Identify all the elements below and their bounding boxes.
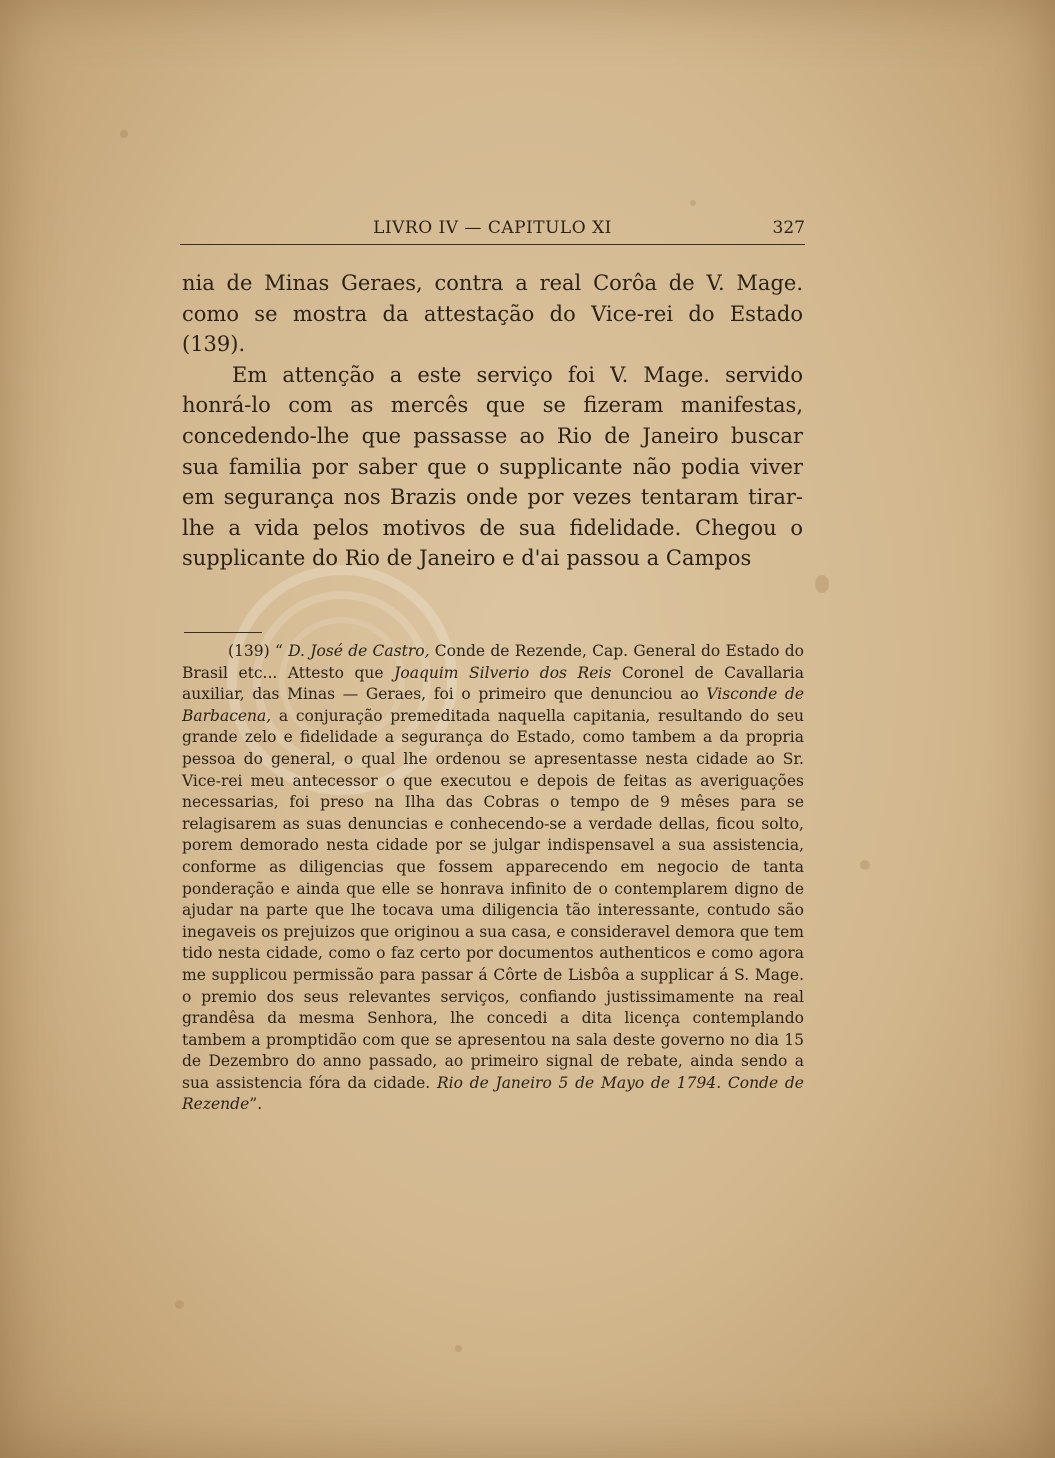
footnote-open-quote: “: [274, 642, 283, 660]
running-head: [180, 214, 805, 245]
footnote-number: (139): [228, 642, 270, 660]
footnote-close-quote: ”.: [249, 1095, 263, 1114]
footnote: [182, 641, 804, 1116]
paper-stain: [815, 575, 829, 593]
paragraph: nia de Minas Geraes, contra a real Corôa de V. Mage. como se mostra da attestação do Vice-rei do Estado (139).: [182, 271, 803, 357]
footnote-text: a conjuração premeditada naquella capitania, resultando do seu grande zelo e fidelidade a segurança do Estado, como tambem a da propria pessoa do general, o qual lhe ordenou se apresentasse nesta cidade ao Sr. Vice-rei meu antecessor o que executou e depois de feitas as averiguações necessarias, foi preso na Ilha das Cobras o tempo de 9 mêses para se relagisarem as suas denuncias e conhecendo-se a verdade dellas, ficou solto, porem demorado nesta cidade por se julgar indispensavel a sua assistencia, conforme as diligencias que fossem apparecendo em negocio de tanta ponderação e ainda que elle se honrava infinito de o contemplarem digno de ajudar na parte que lhe tocava uma diligencia tão interessante, contudo são inegaveis os prejuizos que originou a sua casa, e consideravel demora que tem tido nesta cidade, como o faz certo por documentos authenticos e como agora me supplicou permissão para passar á Côrte de Lisbôa a supplicar á S. Mage. o premio dos seus relevantes serviços, confiando justissimamente na real grandêsa da mesma Senhora, lhe concedi a dita licença contemplando tambem a promptidão com que se apresentou na sala deste governo no dia 15 de Dezembro do anno passado, ao primeiro signal de rebate, ainda sendo a sua assistencia fóra da cidade.: [182, 706, 804, 1092]
footnote-rule: [184, 632, 262, 633]
paper-stain: [690, 200, 696, 206]
paper-stain: [455, 1345, 462, 1352]
footnote-text: Conde de Rezende, Cap. General do Estado do Brasil etc... Attesto que: [182, 642, 804, 682]
page-number: 327: [772, 218, 805, 238]
paper-stain: [120, 130, 128, 138]
paper-stain: [860, 860, 870, 870]
footnote-closing: Rio de Janeiro 5 de Mayo de 1794. Conde de Rezende: [182, 1073, 804, 1114]
paragraph: Em attenção a este serviço foi V. Mage. servido honrá-lo com as mercês que se fizeram manifestas, concedendo-lhe que passasse ao Rio de Janeiro buscar sua familia por saber que o supplicante não podia viver em segurança nos Brazis onde por vezes tentaram tirar-lhe a vida pelos motivos de sua fidelidade. Chegou o supplicante do Rio de Janeiro e d'ai passou a Campos: [182, 362, 803, 571]
main-text: [182, 268, 803, 574]
chapter-title: LIVRO IV — CAPITULO XI: [373, 218, 612, 238]
footnote-text: Coronel de Cavallaria auxiliar, das Minas — Geraes, foi o primeiro que denunciou ao: [182, 663, 804, 704]
footnote-person: Visconde de Barbacena,: [182, 685, 804, 725]
paper-stain: [175, 1300, 184, 1309]
footnote-signer: D. José de Castro,: [288, 642, 430, 660]
footnote-person: Joaquim Silverio dos Reis: [394, 663, 612, 682]
